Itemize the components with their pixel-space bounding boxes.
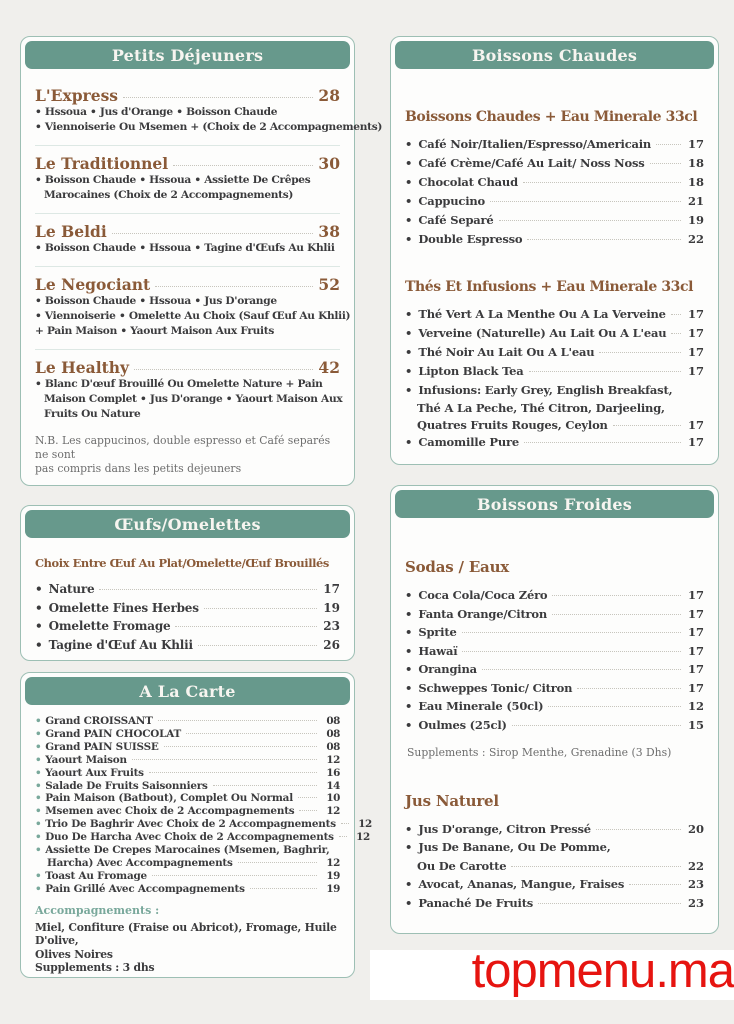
dots-leader <box>155 286 313 287</box>
dots-leader <box>158 720 317 721</box>
item-price: 10 <box>326 792 340 805</box>
bullet-dot: • <box>405 717 413 732</box>
item-price: 17 <box>687 643 704 658</box>
item-price: 17 <box>687 345 704 359</box>
dots-leader <box>656 144 681 145</box>
dots-leader <box>462 651 681 652</box>
dots-leader <box>298 797 317 798</box>
menu-combo-row <box>35 154 340 173</box>
menu-item-row <box>35 831 370 844</box>
item-price: 22 <box>687 232 704 246</box>
dots-leader <box>339 836 347 837</box>
item-name: Cappucino <box>418 194 486 208</box>
item-name: Thé Vert A La Menthe Ou A La Verveine <box>418 307 666 321</box>
menu-item-row <box>405 230 704 249</box>
bullet-dot: • <box>35 600 43 615</box>
menu-item-row <box>405 820 704 839</box>
item-price: 23 <box>687 895 704 910</box>
item-price: 17 <box>687 588 704 602</box>
dots-leader <box>523 182 681 183</box>
item-name: Nature <box>48 582 95 596</box>
dots-leader <box>213 785 317 786</box>
combo-description: • Hssoua • Jus d'Orange • Boisson Chaude <box>35 106 278 118</box>
menu-item-row <box>405 381 704 400</box>
combo-price: 30 <box>318 154 340 173</box>
menu-item-row <box>405 679 704 698</box>
menu-item-row <box>35 870 340 883</box>
item-price: 17 <box>687 606 704 621</box>
item-name: Verveine (Naturelle) Au Lait Ou A L'eau <box>418 326 667 340</box>
menu-item-row <box>35 580 340 599</box>
item-name: Omelette Fines Herbes <box>48 600 199 615</box>
item-name: Toast Au Fromage <box>45 869 147 882</box>
combo-description: • Boisson Chaude • Hssoua • Assiette De Crêpes <box>35 174 311 186</box>
bullet-dot: • <box>35 818 42 831</box>
item-price: 22 <box>687 858 704 873</box>
card-a-la-carte <box>20 672 372 978</box>
card-title <box>395 41 714 69</box>
dots-leader <box>198 645 317 646</box>
combo-name: Le Healthy <box>35 358 130 377</box>
note-text: N.B. Les cappucinos, double espresso et Café separés ne sont <box>35 434 331 461</box>
menu-item-row <box>405 135 704 154</box>
dots-leader <box>552 595 681 596</box>
card-oeufs-omelettes <box>20 505 355 661</box>
accompaniments-text: Olives Noires <box>35 947 113 961</box>
bullet-dot: • <box>405 840 413 855</box>
dots-leader <box>524 442 681 443</box>
menu-item-row <box>405 433 704 452</box>
combo-description: • Viennoiserie • Omelette Au Choix (Sauf Œuf Au Khlii) <box>35 310 351 322</box>
combo-name: Le Negociant <box>35 275 151 294</box>
item-name: Eau Minerale (50cl) <box>418 699 544 713</box>
item-price: 19 <box>326 869 340 882</box>
item-name: Chocolat Chaud <box>418 175 518 189</box>
dots-leader <box>123 97 313 98</box>
menu-item-row <box>405 343 704 362</box>
card-title <box>395 490 714 518</box>
item-price: 12 <box>326 856 340 869</box>
card-title-label: Petits Déjeuners <box>111 45 264 65</box>
bullet-dot: • <box>405 213 413 227</box>
item-name: Avocat, Ananas, Mangue, Fraises <box>418 877 625 892</box>
item-name: Yaourt Aux Fruits <box>45 766 144 779</box>
item-price: 08 <box>326 715 340 727</box>
item-name: Orangina <box>418 662 477 676</box>
bullet-dot: • <box>405 156 413 170</box>
item-price: 17 <box>687 364 704 378</box>
combo-description: Maison Complet • Jus D'orange • Yaourt Maison Aux <box>44 393 343 405</box>
combo-price: 28 <box>318 86 340 105</box>
dots-leader <box>204 608 317 609</box>
item-price: 18 <box>687 175 704 189</box>
bullet-dot: • <box>405 137 413 151</box>
bullet-dot: • <box>35 766 42 779</box>
menu-item-row <box>35 636 340 655</box>
item-name: Omelette Fromage <box>48 619 171 633</box>
combo-name: L'Express <box>35 86 119 105</box>
bullet-dot: • <box>35 882 42 895</box>
item-price: 26 <box>323 637 340 652</box>
item-price: 18 <box>687 156 704 170</box>
card-body <box>21 542 354 662</box>
menu-item-row <box>405 716 704 735</box>
note-text: pas compris dans les petits dejeuners <box>35 461 242 475</box>
dots-leader <box>650 163 682 164</box>
bullet-dot: • <box>405 364 413 378</box>
menu-item-row <box>35 883 340 896</box>
card-title <box>25 41 350 69</box>
combo-description: + Pain Maison • Yaourt Maison Aux Fruits <box>35 325 275 337</box>
card-body <box>391 73 718 460</box>
bullet-dot: • <box>35 869 42 882</box>
spacer <box>405 762 704 776</box>
menu-item-row <box>35 780 340 793</box>
bullet-dot: • <box>405 625 413 639</box>
menu-item-row <box>405 623 704 642</box>
note-block <box>407 746 704 760</box>
subsection-title: Sodas / Eaux <box>405 558 510 576</box>
item-price: 17 <box>687 625 704 639</box>
menu-item-row <box>405 697 704 716</box>
dots-leader <box>490 201 681 202</box>
item-price: 12 <box>358 818 372 831</box>
bullet-dot: • <box>405 662 413 676</box>
item-name: Ou De Carotte <box>417 858 507 873</box>
item-price: 23 <box>323 619 340 633</box>
menu-item-row <box>405 400 704 417</box>
menu-item-row <box>405 192 704 211</box>
item-name: Grand CROISSANT <box>45 715 153 727</box>
dots-leader <box>186 733 317 734</box>
card-petits-dejeuners <box>20 36 383 486</box>
card-boissons-chaudes <box>390 36 719 465</box>
item-name: Pain Grillé Avec Accompagnements <box>45 882 245 895</box>
item-name: Yaourt Maison <box>45 753 127 766</box>
card-title <box>25 677 350 705</box>
item-price: 12 <box>326 805 340 818</box>
item-price: 17 <box>323 582 340 596</box>
item-price: 17 <box>687 307 704 321</box>
item-name: Sprite <box>418 625 457 639</box>
item-price: 08 <box>326 740 340 753</box>
accompaniments-label: Accompagnements : <box>35 903 160 917</box>
combo-description: • Boisson Chaude • Hssoua • Tagine d'Œufs Au Khlii <box>35 242 335 254</box>
item-price: 14 <box>326 779 340 792</box>
item-name: Jus De Banane, Ou De Pomme, <box>418 840 611 855</box>
divider <box>35 349 340 350</box>
dots-leader <box>250 888 317 889</box>
menu-combo-row <box>35 275 340 294</box>
subsection-title: Jus Naturel <box>405 791 499 810</box>
item-name: Thé A La Peche, Thé Citron, Darjeeling, <box>417 401 665 415</box>
dots-leader <box>538 903 681 904</box>
note-text: Supplements : Sirop Menthe, Grenadine (3 Dhs) <box>407 746 672 759</box>
dots-leader <box>629 884 681 885</box>
dots-leader <box>132 759 317 760</box>
note-block <box>35 434 340 475</box>
dots-leader <box>462 632 681 633</box>
menu-item-row <box>405 173 704 192</box>
combo-price: 52 <box>318 275 340 294</box>
spacer <box>405 79 704 93</box>
item-price: 16 <box>326 766 340 779</box>
bullet-dot: • <box>405 588 413 602</box>
menu-item-row <box>405 586 704 605</box>
dots-leader <box>613 425 681 426</box>
combo-description: • Blanc D'œuf Brouillé Ou Omelette Nature + Pain <box>35 378 323 390</box>
dots-leader <box>175 626 317 627</box>
menu-item-row <box>35 715 340 728</box>
card-body <box>21 709 372 983</box>
item-name: Hawaï <box>418 643 458 658</box>
card-boissons-froides <box>390 485 719 934</box>
item-price: 20 <box>687 821 704 836</box>
dots-leader <box>511 866 681 867</box>
card-title-label: Œufs/Omelettes <box>114 514 261 534</box>
combo-price: 42 <box>318 358 340 377</box>
bullet-dot: • <box>35 792 42 805</box>
item-name: Fanta Orange/Citron <box>418 606 548 621</box>
dots-leader <box>527 239 681 240</box>
item-name: Assiette De Crepes Marocaines (Msemen, Baghrir, <box>45 844 330 857</box>
menu-item-row <box>35 599 340 618</box>
menu-item-row <box>35 857 340 870</box>
dots-leader <box>552 614 681 615</box>
bullet-dot: • <box>35 844 42 857</box>
bullet-dot: • <box>405 821 413 836</box>
menu-item-row <box>405 305 704 324</box>
item-name: Thé Noir Au Lait Ou A L'eau <box>418 345 595 359</box>
menu-item-row <box>405 875 704 894</box>
item-name: Salade De Fruits Saisonniers <box>45 779 208 792</box>
item-name: Camomille Pure <box>418 435 519 449</box>
dots-leader <box>548 706 681 707</box>
item-price: 17 <box>687 435 704 449</box>
bullet-dot: • <box>405 383 413 397</box>
menu-combo-row <box>35 86 340 105</box>
accompaniments-text: Supplements : 3 dhs <box>35 961 155 975</box>
card-title-label: A La Carte <box>139 681 236 701</box>
bullet-dot: • <box>35 779 42 792</box>
item-name: Trio De Baghrir Avec Choix de 2 Accompagnements <box>45 818 336 831</box>
dots-leader <box>149 772 317 773</box>
bullet-dot: • <box>405 345 413 359</box>
menu-item-row <box>35 818 372 831</box>
item-price: 17 <box>687 137 704 151</box>
dots-leader <box>577 688 681 689</box>
item-name: Grand PAIN SUISSE <box>45 740 159 753</box>
item-name: Café Crème/Café Au Lait/ Noss Noss <box>418 156 645 170</box>
dots-leader <box>482 669 681 670</box>
item-price: 17 <box>687 326 704 340</box>
combo-description: Marocaines (Choix de 2 Accompagnements) <box>44 189 294 201</box>
bullet-dot: • <box>405 699 413 713</box>
item-name: Schweppes Tonic/ Citron <box>418 680 573 695</box>
card-title-label: Boissons Froides <box>476 494 632 514</box>
item-name: Oulmes (25cl) <box>418 717 507 732</box>
bullet-dot: • <box>405 307 413 321</box>
dots-leader <box>596 829 681 830</box>
item-name: Infusions: Early Grey, English Breakfast, <box>418 383 673 397</box>
dots-leader <box>299 810 317 811</box>
item-name: Café Separé <box>418 213 494 227</box>
bullet-dot: • <box>405 194 413 208</box>
bullet-dot: • <box>35 715 42 727</box>
menu-item-row <box>405 417 704 434</box>
item-name: Grand PAIN CHOCOLAT <box>45 727 182 740</box>
bullet-dot: • <box>35 740 42 753</box>
dots-leader <box>134 369 313 370</box>
combo-name: Le Beldi <box>35 222 107 241</box>
subsection-title: Thés Et Infusions + Eau Minerale 33cl <box>405 279 694 295</box>
menu-item-row <box>405 660 704 679</box>
dots-leader <box>671 333 681 334</box>
divider <box>35 145 340 146</box>
bullet-dot: • <box>405 435 413 449</box>
dots-leader <box>599 352 681 353</box>
menu-combo-row <box>35 358 340 377</box>
dots-leader <box>512 725 681 726</box>
item-price: 19 <box>323 600 340 615</box>
menu-item-row <box>405 154 704 173</box>
dots-leader <box>99 589 317 590</box>
item-name: Lipton Black Tea <box>418 364 524 378</box>
menu-item-row <box>405 605 704 624</box>
item-price: 19 <box>687 213 704 227</box>
bullet-dot: • <box>35 637 43 652</box>
bullet-dot: • <box>35 753 42 766</box>
accompaniments-text: Miel, Confiture (Fraise ou Abricot), Fromage, Huile D'olive, <box>35 920 337 948</box>
combo-description: • Viennoiserie Ou Msemen + (Choix de 2 Accompagnements) <box>35 121 383 133</box>
dots-leader <box>164 746 317 747</box>
subsection-title: Choix Entre Œuf Au Plat/Omelette/Œuf Brouillés <box>35 556 329 570</box>
bullet-dot: • <box>405 680 413 695</box>
item-name: Msemen avec Choix de 2 Accompagnements <box>45 805 295 818</box>
dots-leader <box>671 314 681 315</box>
divider <box>35 266 340 267</box>
item-name: Duo De Harcha Avec Choix de 2 Accompagnements <box>45 831 334 844</box>
dots-leader <box>152 875 317 876</box>
watermark: topmenu.ma <box>471 944 734 998</box>
combo-description: • Boisson Chaude • Hssoua • Jus D'orange <box>35 295 277 307</box>
dots-leader <box>112 233 314 234</box>
menu-item-row <box>35 805 340 818</box>
card-body <box>391 522 718 920</box>
subsection-title: Boissons Chaudes + Eau Minerale 33cl <box>405 109 698 125</box>
dots-leader <box>529 371 681 372</box>
combo-price: 38 <box>318 222 340 241</box>
menu-item-row <box>405 362 704 381</box>
item-price: 15 <box>687 717 704 732</box>
item-name: Jus D'orange, Citron Pressé <box>418 821 591 836</box>
card-body <box>21 73 383 483</box>
bullet-dot: • <box>35 805 42 818</box>
bullet-dot: • <box>405 232 413 246</box>
item-name: Quatres Fruits Rouges, Ceylon <box>417 417 608 432</box>
item-price: 23 <box>687 877 704 892</box>
divider <box>35 213 340 214</box>
bullet-dot: • <box>35 582 43 596</box>
dots-leader <box>499 220 681 221</box>
bullet-dot: • <box>405 895 413 910</box>
dots-leader <box>173 165 313 166</box>
menu-item-row <box>405 211 704 230</box>
item-price: 12 <box>687 699 704 713</box>
combo-name: Le Traditionnel <box>35 154 169 173</box>
item-name: Double Espresso <box>418 232 523 246</box>
item-price: 17 <box>687 662 704 676</box>
item-price: 17 <box>687 680 704 695</box>
card-title-label: Boissons Chaudes <box>471 45 638 65</box>
item-price: 19 <box>326 882 340 895</box>
dots-leader <box>238 862 317 863</box>
bullet-dot: • <box>405 175 413 189</box>
menu-item-row <box>35 767 340 780</box>
bullet-dot: • <box>35 727 42 740</box>
item-name: Café Noir/Italien/Espresso/Americain <box>418 137 652 151</box>
item-name: Panaché De Fruits <box>418 895 534 910</box>
menu-item-row <box>35 617 340 636</box>
menu-item-row <box>35 741 340 754</box>
item-price: 08 <box>326 727 340 740</box>
bullet-dot: • <box>405 606 413 621</box>
menu-item-row <box>405 894 704 913</box>
bullet-dot: • <box>35 619 43 633</box>
item-name: Pain Maison (Batbout), Complet Ou Normal <box>45 792 293 805</box>
card-title <box>25 510 350 538</box>
bullet-dot: • <box>405 643 413 658</box>
menu-item-row <box>405 857 704 876</box>
menu-item-row <box>405 642 704 661</box>
menu-item-row <box>405 324 704 343</box>
menu-item-row <box>35 792 340 805</box>
item-price: 12 <box>326 753 340 766</box>
item-name: Coca Cola/Coca Zéro <box>418 588 548 602</box>
menu-combo-row <box>35 222 340 241</box>
item-price: 12 <box>356 831 370 844</box>
item-name: Harcha) Avec Accompagnements <box>47 856 233 869</box>
menu-item-row <box>405 838 704 857</box>
item-price: 17 <box>687 417 704 432</box>
bullet-dot: • <box>35 831 42 844</box>
menu-item-row <box>35 754 340 767</box>
spacer <box>405 528 704 542</box>
menu-item-row <box>35 728 340 741</box>
bullet-dot: • <box>405 877 413 892</box>
combo-description: Fruits Ou Nature <box>44 408 141 420</box>
dots-leader <box>341 823 349 824</box>
bullet-dot: • <box>405 326 413 340</box>
item-name: Tagine d'Œuf Au Khlii <box>48 637 193 652</box>
menu-item-row <box>35 844 340 857</box>
spacer <box>405 249 704 263</box>
item-price: 21 <box>687 194 704 208</box>
